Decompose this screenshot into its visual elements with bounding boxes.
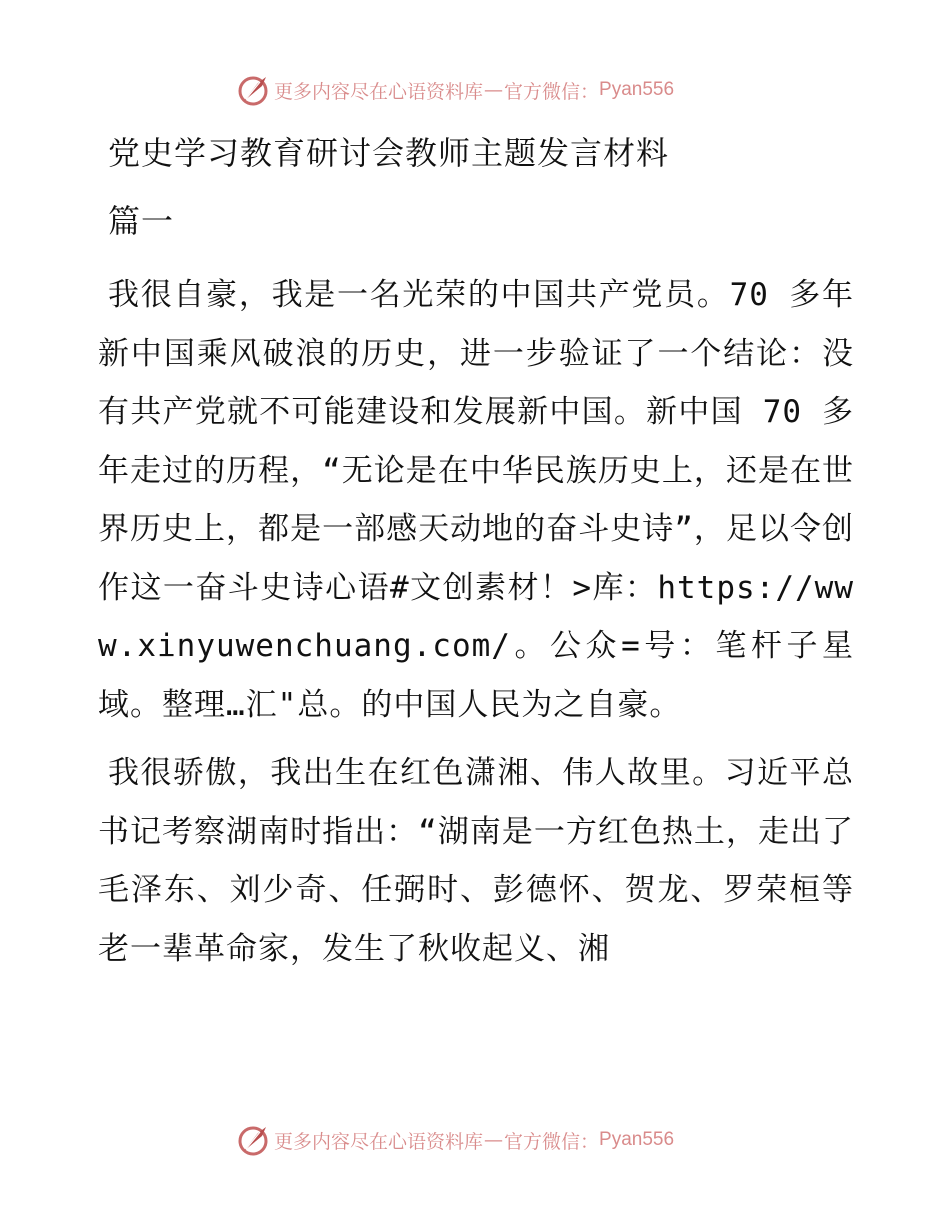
watermark-text: 更多内容尽在心语资料库 xyxy=(274,1130,484,1153)
watermark-separator: — xyxy=(484,1129,504,1151)
quill-logo-icon xyxy=(236,1123,270,1157)
quill-logo-icon xyxy=(236,73,270,107)
paragraph: 我很自豪，我是一名光荣的中国共产党员。70 多年新中国乘风破浪的历史，进一步验证了一个结论：没有共产党就不可能建设和发展新中国。新中国 70 多年走过的历程，“无论是在中华民族历史上，还是在世界历史上，都是一部感天动地的奋斗史诗”，足以令创作这一奋斗史诗心语#文创素材！>库：https://www.xinyuwenchuang.com/。公众=号：笔杆子星域。整理…汇"总。的中国人民为之自豪。 xyxy=(98,277,854,723)
document-title: 党史学习教育研讨会教师主题发言材料 xyxy=(108,134,670,172)
paragraph: 我很骄傲，我出生在红色潇湘、伟人故里。习近平总书记考察湖南时指出：“湖南是一方红色热土，走出了毛泽东、刘少奇、任弼时、彭德怀、贺龙、罗荣桓等老一辈革命家，发生了秋收起义、湘 xyxy=(98,755,854,967)
header-watermark xyxy=(236,72,674,108)
section-heading: 篇一 xyxy=(108,202,175,240)
watermark-wechat-id: Pyan556 xyxy=(599,1129,675,1150)
document-body xyxy=(98,124,854,978)
watermark-separator: — xyxy=(484,79,504,101)
watermark-wechat-id: Pyan556 xyxy=(599,79,675,100)
watermark-text: 更多内容尽在心语资料库 xyxy=(274,80,484,103)
footer-watermark xyxy=(236,1122,674,1158)
watermark-subtitle: 官方微信： xyxy=(504,80,600,103)
watermark-subtitle: 官方微信： xyxy=(504,1130,600,1153)
